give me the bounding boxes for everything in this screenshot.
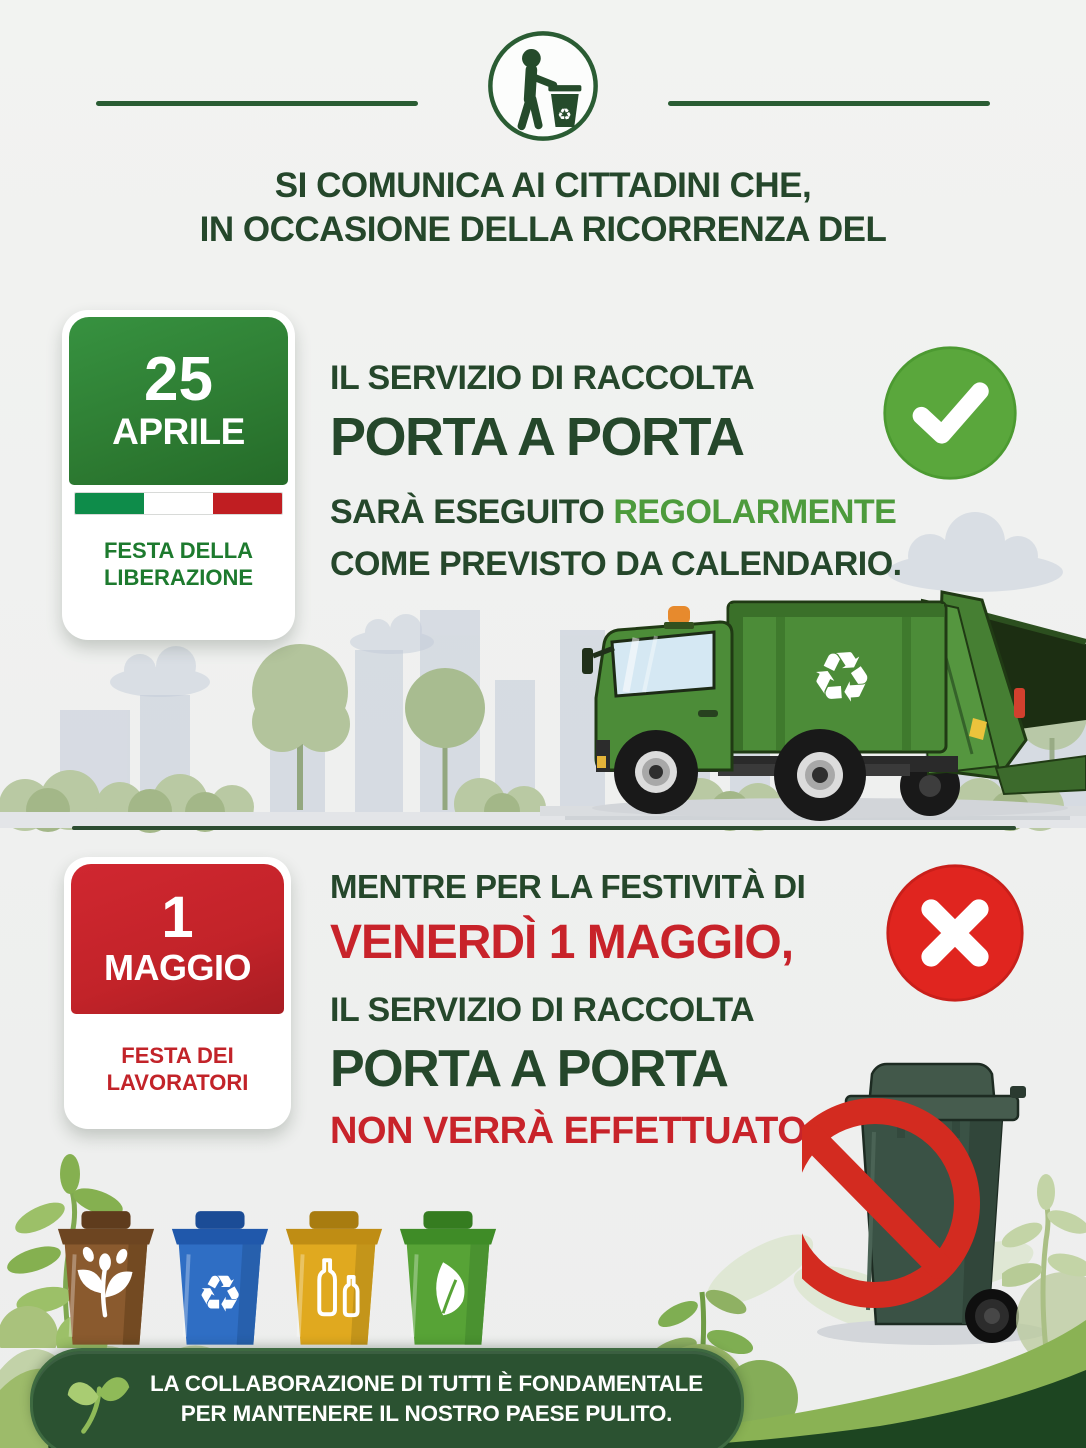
may-msg-line3: IL SERVIZIO DI RACCOLTA (330, 991, 755, 1029)
april-msg-line2: PORTA A PORTA (330, 407, 744, 467)
italian-flag-stripe (74, 492, 283, 515)
yellow-bottles-bin (280, 1198, 388, 1348)
holiday-name-lavoratori: FESTA DEI LAVORATORI (106, 1043, 249, 1095)
may-msg-line2: VENERDÌ 1 MAGGIO, (330, 916, 794, 969)
date-card-25-april (62, 310, 295, 640)
garbage-truck-illustration (580, 572, 1086, 822)
brown-organic-bin (52, 1198, 160, 1348)
headline-line1: SI COMUNICA AI CITTADINI CHE, (274, 166, 812, 205)
april-service-message (330, 356, 902, 586)
recycle-icon: ♻ (807, 634, 876, 722)
april-msg-line1: IL SERVIZIO DI RACCOLTA (330, 359, 755, 397)
may-msg-line4: PORTA A PORTA (330, 1040, 728, 1098)
recycle-icon: ♻ (197, 1265, 243, 1325)
header-right-divider (668, 101, 990, 106)
section-divider (72, 826, 1016, 830)
april-msg-line4: COME PREVISTO DA CALENDARIO. (330, 545, 902, 583)
footer-message: LA COLLABORAZIONE DI TUTTI È FONDAMENTALE PER MANTENERE IL NOSTRO PAESE PULITO. (149, 1371, 703, 1426)
holiday-name-liberazione: FESTA DELLA LIBERAZIONE (103, 538, 254, 590)
header-left-divider (96, 101, 418, 106)
date-month: MAGGIO (104, 947, 251, 988)
date-month: APRILE (112, 411, 245, 452)
date-card-april-header (69, 317, 288, 485)
person-recycling-bin-icon (485, 28, 601, 144)
recycle-icon: ♻ (557, 104, 572, 124)
blue-recycle-bin (166, 1198, 274, 1348)
leaf-sprout-icon (63, 1357, 134, 1441)
date-card-1-may (64, 857, 291, 1129)
may-msg-line1: MENTRE PER LA FESTIVITÀ DI (330, 868, 806, 905)
cross-icon (885, 863, 1025, 1003)
may-service-message (330, 866, 806, 1156)
april-msg-line3: SARÀ ESEGUITO REGOLARMENTE (330, 493, 897, 531)
recycling-bins-row (52, 1198, 502, 1348)
date-card-may-header (71, 864, 284, 1014)
beacon-light (668, 606, 690, 624)
date-day: 25 (144, 345, 213, 414)
check-icon (882, 345, 1018, 481)
green-leaf-bin (394, 1198, 502, 1348)
regolarmente-highlight: REGOLARMENTE (613, 493, 897, 531)
date-day: 1 (161, 885, 194, 950)
footer-banner (30, 1348, 744, 1448)
may-msg-line5: NON VERRÀ EFFETTUATO (330, 1110, 807, 1152)
headline-line2: IN OCCASIONE DELLA RICORRENZA DEL (199, 210, 887, 249)
